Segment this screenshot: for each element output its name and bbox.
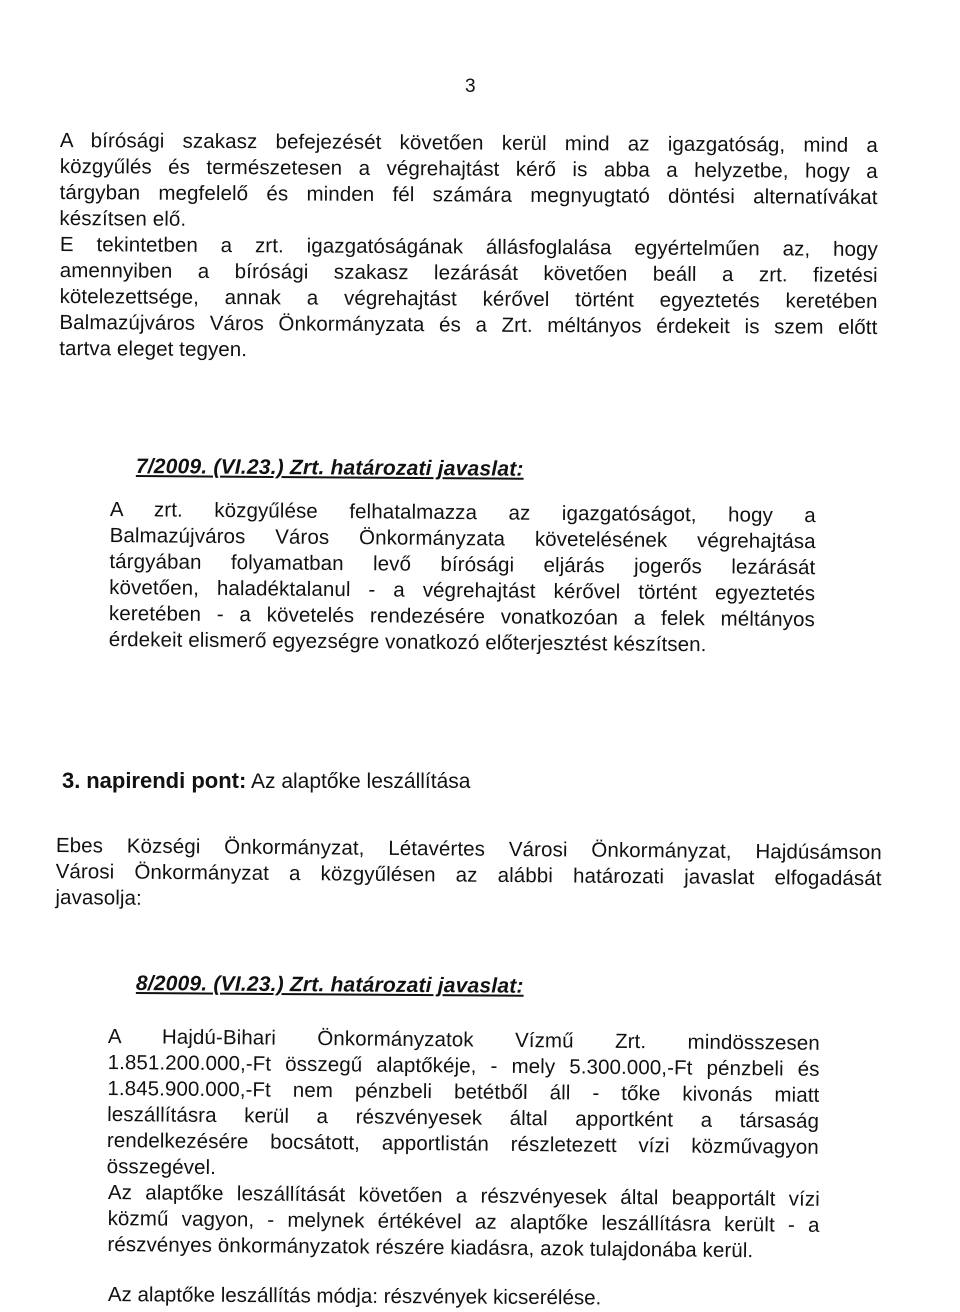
- text-line: tartva eleget tegyen.: [59, 336, 248, 362]
- paragraph-proposers: [55, 833, 882, 918]
- resolution-heading-7: 7/2009. (VI.23.) Zrt. határozati javaslat:: [135, 455, 524, 481]
- text-line: tárgyban megfelelő és minden fél számára megnyugtató döntési alternatívákat: [59, 180, 878, 209]
- text-line: Balmazújváros Város Önkormányzata követelésének végrehajtása: [109, 523, 816, 554]
- text-line: leszállításra kerül a részvényesek által apportként a társaság: [107, 1102, 820, 1133]
- text-line: keretében - a követelés rendezésére vonatkozóan a felek méltányos: [108, 601, 816, 632]
- text-line: A zrt. közgyűlése felhatalmazza az igazgatóságot, hogy a: [109, 497, 816, 528]
- text-line: közmű vagyon, - melynek értékével az alaptőke leszállításra került - a: [107, 1206, 820, 1237]
- resolution-body-8-continued: [107, 1180, 820, 1265]
- text-line: 1.851.200.000,-Ft összegű alaptőkéje, - mely 5.300.000,-Ft pénzbeli és: [107, 1050, 820, 1081]
- paragraph-board-position: [59, 232, 878, 367]
- agenda-number: 3.: [62, 768, 81, 793]
- text-line: A Hajdú-Bihari Önkormányzatok Vízmű Zrt. mindösszesen: [107, 1025, 820, 1055]
- text-line: tárgyában folyamatban levő bírósági eljárás jogerős lezárását: [109, 549, 816, 580]
- agenda-title: Az alaptőke leszállítása: [250, 770, 471, 793]
- text-line: rendelkezésére bocsátott, apportlistán részletezett vízi közművagyon: [106, 1128, 819, 1159]
- text-line: követően, haladéktalanul - a végrehajtást kérővel történt egyeztetés: [109, 575, 816, 606]
- capital-reduction-mode: Az alaptőke leszállítás módja: részvények kicserélése.: [107, 1283, 602, 1310]
- text-line: érdekeit elismerő egyezségre vonatkozó előterjesztést készítsen.: [108, 627, 707, 657]
- text-line: 1.845.900.000,-Ft nem pénzbeli betétből áll - tőke kivonás miatt: [107, 1076, 820, 1107]
- agenda-item-heading: [62, 768, 470, 794]
- resolution-body-8: [107, 1024, 820, 1187]
- resolution-body-7: [109, 497, 816, 659]
- text-line: E tekintetben a zrt. igazgatóságának állásfoglalása egyértelműen az, hogy: [59, 232, 878, 261]
- page-number: 3: [465, 76, 476, 97]
- resolution-heading-8: 8/2009. (VI.23.) Zrt. határozati javaslat:: [135, 972, 524, 998]
- text-line: részvényes önkormányzatok részére kiadásra, azok tulajdonába kerül.: [107, 1232, 754, 1263]
- text-line: amennyiben a bírósági szakasz lezárását követően beáll a zrt. fizetési: [59, 258, 878, 287]
- text-line: közgyűlés és természetesen a végrehajtást kérő is abba a helyzetbe, hogy a: [59, 154, 878, 183]
- text-line: Ebes Községi Önkormányzat, Létavértes Városi Önkormányzat, Hajdúsámson: [55, 833, 882, 865]
- text-line: A bírósági szakasz befejezését követően kerül mind az igazgatóság, mind a: [59, 128, 878, 157]
- paragraph-court-phase: [59, 128, 878, 237]
- text-line: készítsen elő.: [59, 206, 187, 231]
- agenda-label: napirendi pont:: [86, 768, 247, 793]
- text-line: Városi Önkormányzat a közgyűlésen az alábbi határozati javaslat elfogadását: [55, 859, 882, 891]
- text-line: összegével.: [106, 1154, 217, 1180]
- text-line: kötelezettsége, annak a végrehajtást kérővel történt egyeztetés keretében: [59, 284, 878, 313]
- text-line: Az alaptőke leszállítását követően a részvényesek által beapportált vízi: [107, 1181, 820, 1211]
- text-line: javasolja:: [55, 885, 143, 910]
- text-line: Balmazújváros Város Önkormányzata és a Zrt. méltányos érdekeit is szem előtt: [59, 310, 878, 339]
